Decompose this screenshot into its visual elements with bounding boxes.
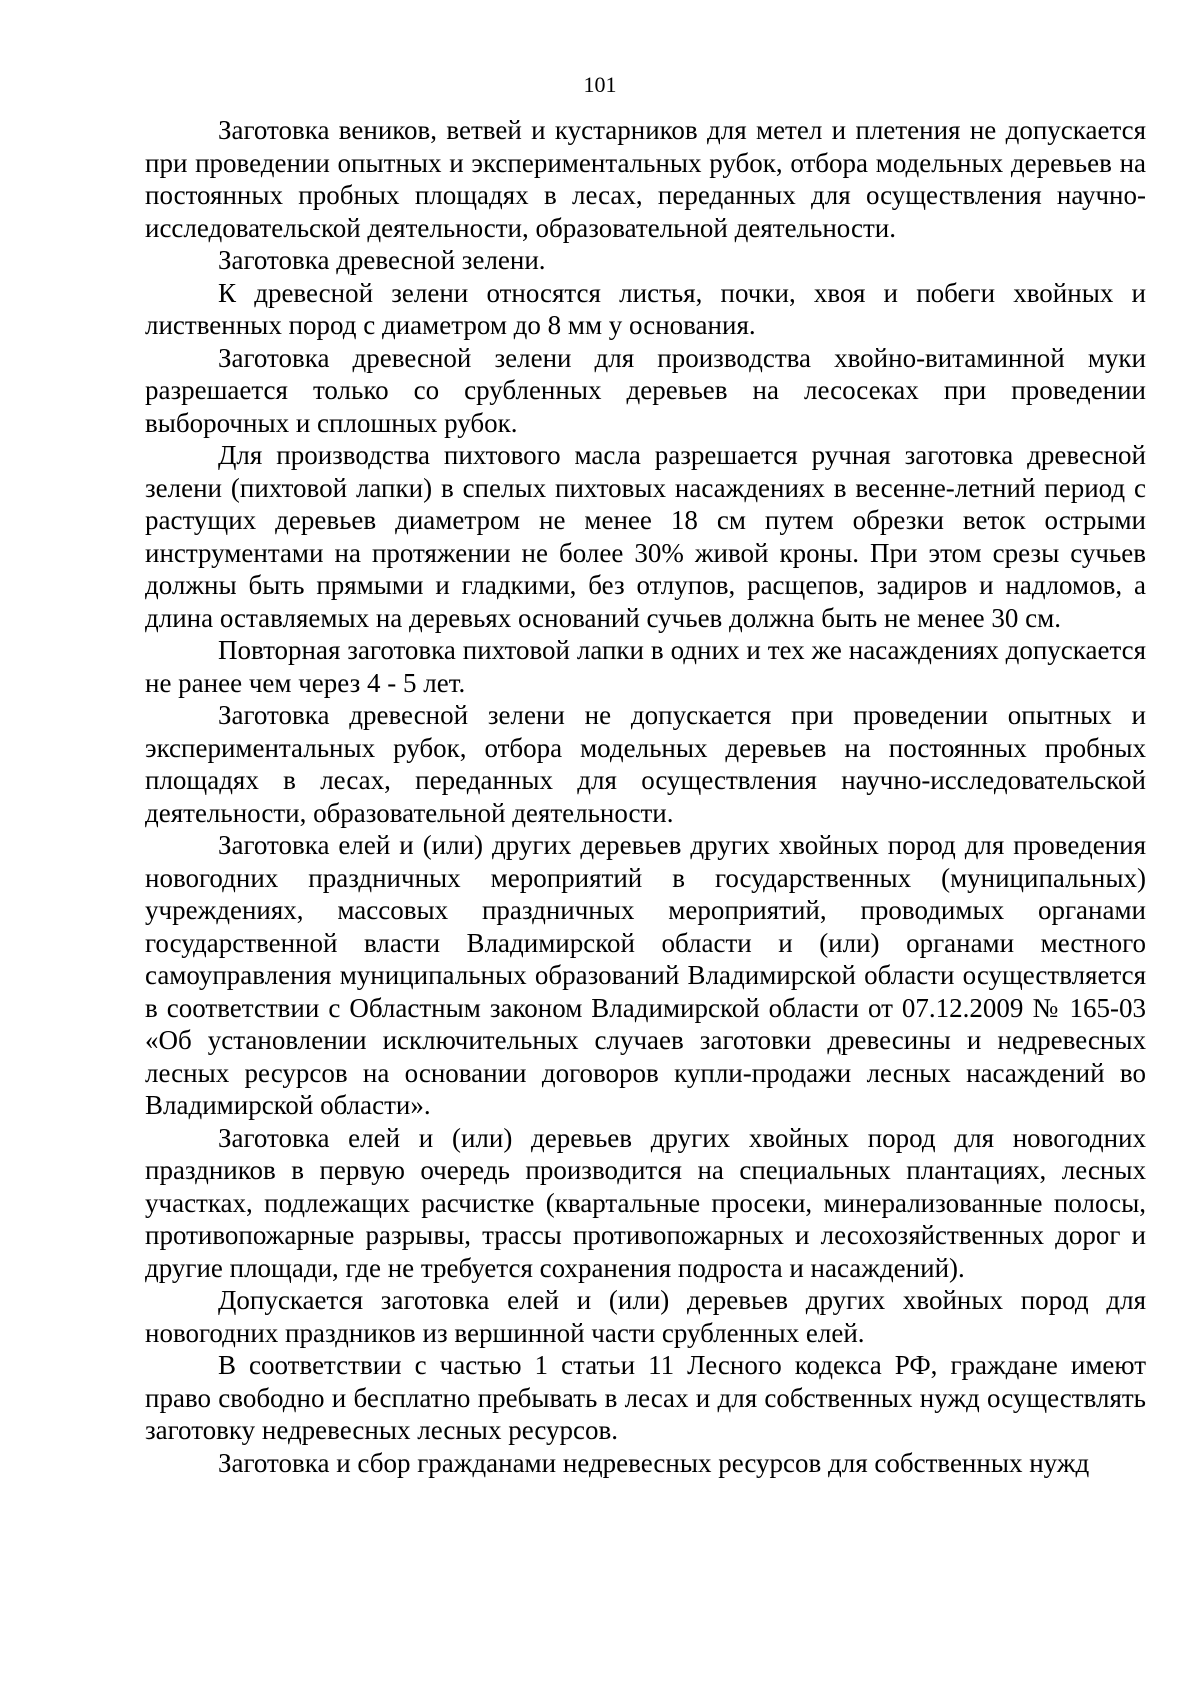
paragraph: Заготовка веников, ветвей и кустарников для метел и плетения не допускается при проведении опытных и экспериментальных рубок, отбора модельных деревьев на постоянных пробных площадях в лесах, переданных для осуществления научно-исследовательской деятельности, образовательной деятельности. [145, 115, 1146, 243]
paragraph: Заготовка древесной зелени. [218, 245, 546, 275]
paragraph: В соответствии с частью 1 статьи 11 Лесного кодекса РФ, граждане имеют право свободно и бесплатно пребывать в лесах и для собственных нужд осуществлять заготовку недревесных лесных ресурсов. [145, 1350, 1146, 1445]
paragraph: Заготовка древесной зелени для производства хвойно-витаминной муки разрешается только со срубленных деревьев на лесосеках при проведении выборочных и сплошных рубок. [145, 342, 1146, 438]
paragraph: Заготовка древесной зелени не допускается при проведении опытных и экспериментальных рубок, отбора модельных деревьев на постоянных пробных площадях в лесах, переданных для осуществления научно-исследовательской деятельности, образовательной деятельности. [145, 700, 1146, 828]
page-number: 101 [583, 72, 617, 97]
paragraph: Для производства пихтового масла разрешается ручная заготовка древесной зелени (пихтовой лапки) в спелых пихтовых насаждениях в весенне-летний период с растущих деревьев диаметром не менее 18 см путем обрезки веток острыми инструментами на протяжении не более 30% живой кроны. При этом срезы сучьев должны быть прямыми и гладкими, без отлупов, расщепов, задиров и надломов, а длина оставляемых на деревьях оснований сучьев должна быть не менее 30 см. [145, 440, 1146, 633]
paragraph: Заготовка елей и (или) деревьев других хвойных пород для новогодних праздников в первую очередь производится на специальных плантациях, лесных участках, подлежащих расчистке (квартальные просеки, минерализованные полосы, противопожарные разрывы, трассы противопожарных и лесохозяйственных дорог и другие площади, где не требуется сохранения подроста и насаждений). [145, 1122, 1146, 1283]
paragraph-last: Заготовка и сбор гражданами недревесных ресурсов для собственных нужд [218, 1447, 1090, 1478]
paragraph: Допускается заготовка елей и (или) деревьев других хвойных пород для новогодних праздников из вершинной части срубленных елей. [145, 1285, 1146, 1348]
paragraph: К древесной зелени относятся листья, почки, хвоя и побеги хвойных и лиственных пород с диаметром до 8 мм у основания. [145, 277, 1146, 340]
paragraph: Заготовка елей и (или) других деревьев других хвойных пород для проведения новогодних праздничных мероприятий в государственных (муниципальных) учреждениях, массовых праздничных мероприятий, проводимых органами государственной власти Владимирской области и (или) органами местного самоуправления муниципальных образований Владимирской области осуществляется в соответствии с Областным законом Владимирской области от 07.12.2009 № 165-03 «Об установлении исключительных случаев заготовки древесины и недревесных лесных ресурсов на основании договоров купли-продажи лесных насаждений во Владимирской области». [145, 830, 1146, 1120]
body-text [145, 114, 1146, 1479]
paragraph: Повторная заготовка пихтовой лапки в одних и тех же насаждениях допускается не ранее чем через 4 - 5 лет. [145, 635, 1146, 698]
